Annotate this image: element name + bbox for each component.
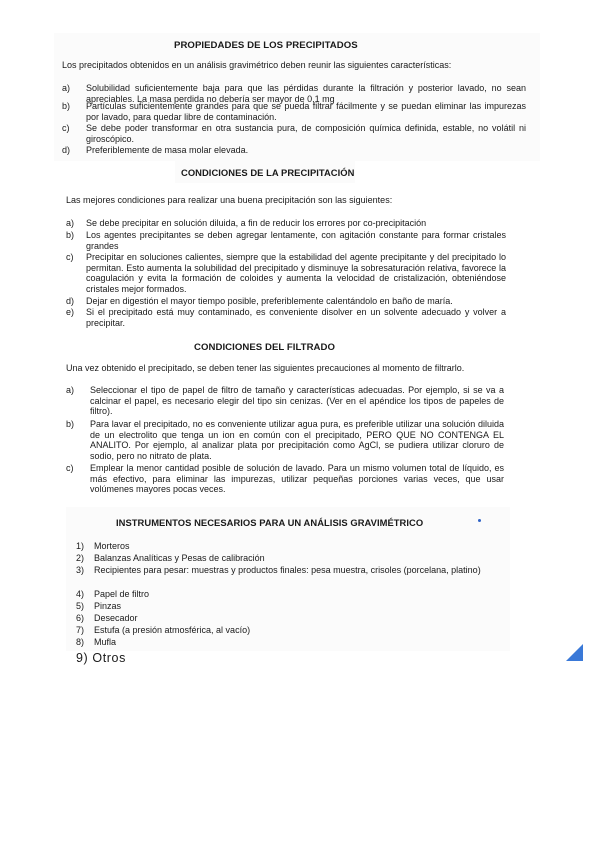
accent-dot-icon	[478, 519, 481, 522]
filtration-intro: Una vez obtenido el precipitado, se deben tener las siguientes precauciones al momento de filtrarlo.	[66, 363, 465, 373]
conditions-intro: Las mejores condiciones para realizar una buena precipitación son las siguientes:	[66, 195, 393, 205]
precipitates-intro: Los precipitados obtenidos en un análisis gravimétrico deben reunir las siguientes características:	[62, 60, 452, 70]
other-item: 9) Otros	[76, 651, 126, 665]
list-item: 6) Desecador	[76, 613, 138, 623]
list-item: 1) Morteros	[76, 541, 130, 551]
list-item: 2) Balanzas Analíticas y Pesas de calibración	[76, 553, 265, 563]
list-item: 4) Papel de filtro	[76, 589, 150, 599]
list-item: 7) Estufa (a presión atmosférica, al vacío)	[76, 625, 251, 635]
precipitates-title: PROPIEDADES DE LOS PRECIPITADOS	[174, 40, 358, 51]
conditions-title-box	[175, 161, 355, 183]
filtration-title: CONDICIONES DEL FILTRADO	[194, 342, 336, 353]
conditions-title: CONDICIONES DE LA PRECIPITACIÓN	[181, 167, 355, 178]
list-item: 5) Pinzas	[76, 601, 122, 611]
instruments-title: INSTRUMENTOS NECESARIOS PARA UN ANÁLISIS GRAVIMÉTRICO	[116, 517, 424, 528]
precipitates-section: PROPIEDADES DE LOS PRECIPITADOS Los precipitados obtenidos en un análisis gravimétrico deben reunir las siguientes características: a) Solubilidad suficientemente baja para que las pérdidas durante la filtración y posterior lavado, no sean apreciables. La masa perdida no debería ser mayor de 0,1 mg b) Partículas suficientemente grandes para que se pueda filtrar fácilmente y se puedan eliminar las impurezas por lavado, para quedar libre de contaminación. c) Se debe poder transformar en otra sustancia pura, de composición química definida, estable, no volátil ni giroscópico. d) Preferiblemente de masa molar elevada.	[54, 33, 540, 161]
conditions-section: Las mejores condiciones para realizar una buena precipitación son las siguientes: a) Se debe precipitar en solución diluida, a fin de reducir los errores por co-precipitación b) Los agentes precipitantes se deben agregar lentamente, con agitación constante para formar cristales grandes c) Precipitar en soluciones calientes, siempre que la estabilidad del agente precipitante y del precipitado lo permitan. Esto aumenta la solubilidad del precipitado y disminuye la sobresaturación relativa, favorece la coagulación y evita la formación de coloides y aumenta la velocidad de cristalización, obteniéndose cristales mejor formados. d) Dejar en digestión el mayor tiempo posible, preferiblemente calentándolo en baño de maría. e) Si el precipitado está muy contaminado, es conveniente disolver en un solvente adecuado y volver a precipitar.	[58, 190, 514, 330]
instruments-section: INSTRUMENTOS NECESARIOS PARA UN ANÁLISIS GRAVIMÉTRICO 1) Morteros 2) Balanzas Analíticas y Pesas de calibración 3) Recipientes para pesar: muestras y productos finales: pesa muestra, crisoles (porcelana, platino) 4) Papel de filtro 5) Pinzas 6) Desecador 7) Estufa (a presión atmosférica, al vacío) 8) Mufla	[66, 507, 510, 651]
list-item: 8) Mufla	[76, 637, 117, 647]
corner-triangle-icon	[566, 644, 583, 661]
